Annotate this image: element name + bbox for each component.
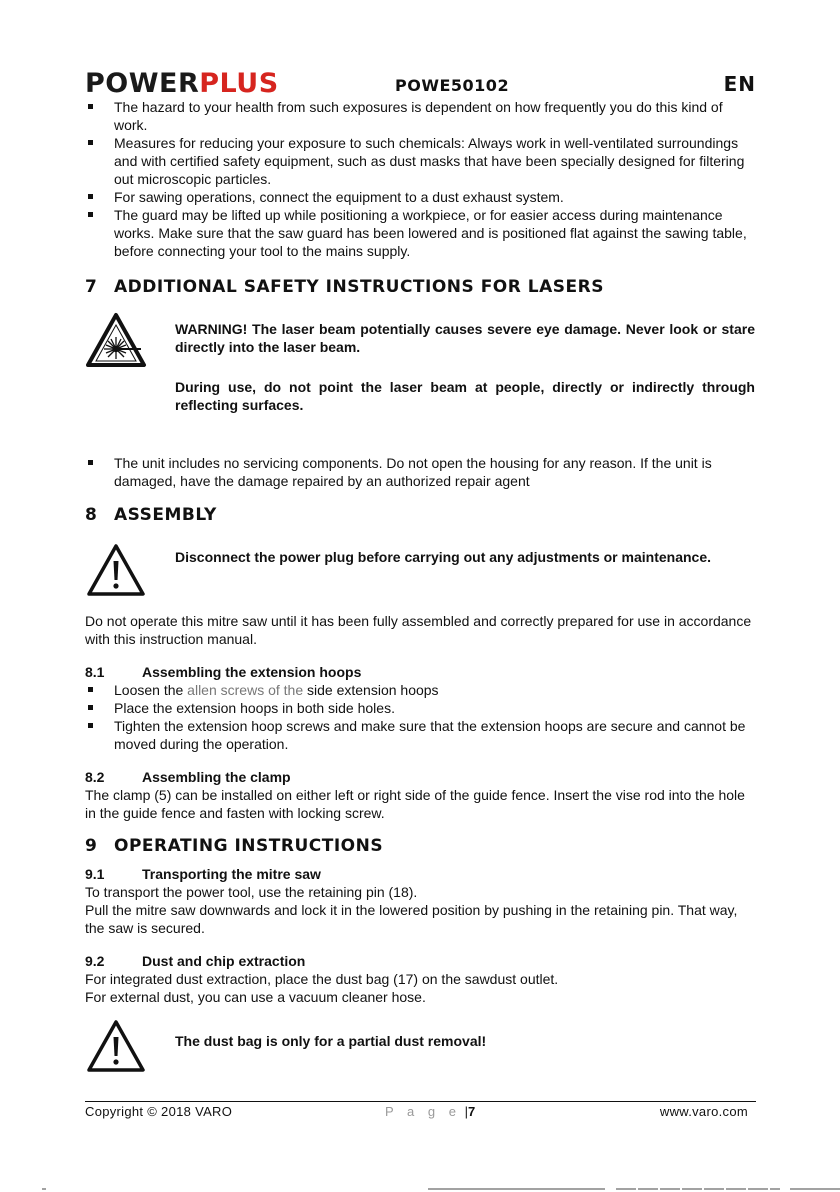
subsection-8-2-heading [85,768,755,786]
page-separator: | [464,1104,468,1119]
section-title: OPERATING INSTRUCTIONS [114,836,384,856]
dust-text-2: For external dust, you can use a vacuum cleaner hose. [85,989,426,1005]
assembly-warning-block [85,542,755,610]
subsection-9-1-heading [85,865,755,883]
laser-direction-warning-text: During use, do not point the laser beam at people, directly or indirectly through reflecting surfaces. [175,379,755,413]
page-content [85,98,755,1074]
laser-warning-text: WARNING! The laser beam potentially causes severe eye damage. Never look or stare directly into the laser beam. [175,321,755,355]
subsection-8-1-heading [85,663,755,681]
section-8-heading [85,504,755,526]
bullet-text-light: allen screws of the [187,682,304,698]
bullet-text: Loosen the [114,682,188,698]
section-title: ADDITIONAL SAFETY INSTRUCTIONS FOR LASERS [114,277,604,297]
logo-plus: PLUS [199,68,279,99]
dust-bag-warning-text: The dust bag is only for a partial dust removal! [175,1033,487,1049]
footer-divider [85,1101,756,1102]
bullet-text: side extension hoops [303,682,439,698]
copyright-text: Copyright © 2018 VARO [85,1104,233,1119]
logo-power: POWER [85,68,200,99]
model-number: POWE50102 [395,76,510,95]
list-item: The unit includes no servicing components. Do not open the housing for any reason. If the unit is damaged, have the damage repaired by an authorized repair agent [85,454,755,490]
subsection-title: Dust and chip extraction [142,953,306,969]
subsection-9-2-heading [85,952,755,970]
caution-triangle-icon [85,1018,147,1078]
section-number: 9 [85,836,98,856]
transport-text-1: To transport the power tool, use the retaining pin (18). [85,884,418,900]
assembly-warning-text: Disconnect the power plug before carrying out any adjustments or maintenance. [175,549,711,565]
page-indicator [385,1103,475,1121]
list-item: Place the extension hoops in both side holes. [85,699,755,717]
page-number: 7 [467,1104,476,1119]
laser-warning-icon [85,312,147,372]
subsection-number: 8.2 [85,769,105,785]
intro-bullet-list [85,98,755,260]
section-7-heading [85,276,755,298]
subsection-number: 9.2 [85,953,105,969]
subsection-number: 9.1 [85,866,105,882]
powerplus-logo [85,70,279,98]
section-number: 8 [85,505,98,525]
caution-triangle-icon [85,542,147,602]
website-url[interactable]: www.varo.com [659,1104,748,1119]
extension-hoops-bullet-list [85,681,755,753]
list-item [85,681,755,699]
list-item: Tighten the extension hoop screws and make sure that the extension hoops are secure and cannot be moved during the operation. [85,717,755,753]
dust-text-1: For integrated dust extraction, place the dust bag (17) on the sawdust outlet. [85,971,559,987]
list-item: The guard may be lifted up while positioning a workpiece, or for easier access during maintenance works. Make sure that the saw guard has been lowered and is positioned flat against the sawing table, before connecting your tool to the mains supply. [85,206,755,260]
scan-edge-marks [0,1188,840,1190]
list-item: For sawing operations, connect the equipment to a dust exhaust system. [85,188,755,206]
section-title: ASSEMBLY [114,505,217,525]
list-item: Measures for reducing your exposure to such chemicals: Always work in well-ventilated surroundings and with certified safety equipment, such as dust masks that have been specially designed for filtering out microscopic particles. [85,134,755,188]
assembly-intro-text: Do not operate this mitre saw until it has been fully assembled and correctly prepared for use in accordance with this instruction manual. [85,613,752,647]
list-item: The hazard to your health from such exposures is dependent on how frequently you do this kind of work. [85,98,755,134]
laser-warning-block [85,312,755,452]
dust-bag-warning-block [85,1018,755,1074]
transport-text-2: Pull the mitre saw downwards and lock it in the lowered position by pushing in the retaining pin. That way, the saw is secured. [85,902,738,936]
section-9-heading [85,835,755,857]
subsection-title: Assembling the clamp [142,769,291,785]
section-7-bullet-list [85,454,755,490]
subsection-number: 8.1 [85,664,105,680]
section-number: 7 [85,277,98,297]
subsection-title: Assembling the extension hoops [142,664,362,680]
subsection-title: Transporting the mitre saw [142,866,321,882]
clamp-text: The clamp (5) can be installed on either left or right side of the guide fence. Insert the vise rod into the hole in the guide fence and fasten with locking screw. [85,787,745,821]
language-code: EN [723,72,756,96]
page-label: P a g e [385,1104,461,1119]
